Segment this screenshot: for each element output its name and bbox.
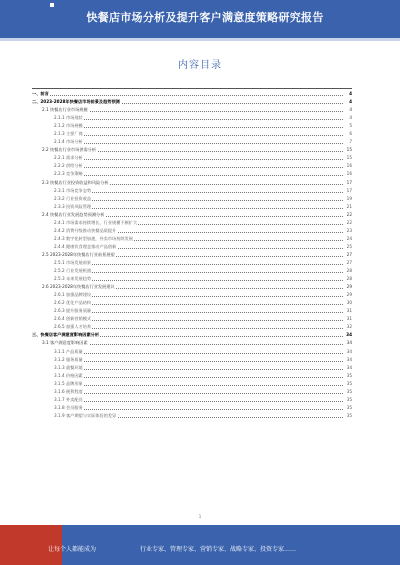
toc-entry[interactable]	[32, 291, 352, 299]
toc-leader-dots	[56, 280, 343, 281]
toc-leader-dots	[56, 119, 343, 120]
toc-entry[interactable]	[32, 187, 352, 195]
toc-entry[interactable]	[32, 243, 352, 251]
toc-entry-page: 34	[346, 356, 352, 362]
toc-entry-page: 24	[346, 235, 352, 241]
toc-entry[interactable]	[32, 98, 352, 106]
toc-entry[interactable]	[32, 388, 352, 396]
header-mark	[50, 3, 54, 7]
toc-entry-page: 15	[346, 147, 352, 153]
toc-entry-page: 34	[346, 364, 352, 370]
footer-tagline: 行业专家、管理专家、营销专家、战略专家、投资专家……	[140, 546, 297, 553]
toc-leader-dots	[56, 200, 343, 201]
toc-entry-label: 3.1.3 就餐环境	[54, 364, 83, 370]
toc-entry[interactable]	[32, 339, 352, 347]
toc-entry-page: 32	[346, 324, 352, 330]
toc-entry[interactable]	[32, 138, 352, 146]
header-underline	[0, 38, 400, 41]
toc-entry-label: 3.1 客户满意度影响因素	[42, 340, 88, 346]
toc-leader-dots	[56, 143, 343, 144]
toc-entry-label: 3.1.4 价格因素	[54, 372, 83, 378]
toc-entry[interactable]	[32, 179, 352, 187]
toc-entry[interactable]	[32, 299, 352, 307]
toc-entry-label: 2.3.2 行业投资收益	[54, 195, 92, 201]
toc-leader-dots	[56, 296, 343, 297]
toc-entry-page: 6	[349, 131, 352, 137]
toc-entry[interactable]	[32, 114, 352, 122]
toc-leader-dots	[56, 377, 343, 378]
toc-entry-page: 34	[346, 340, 352, 346]
toc-entry-label: 3.1.5 品牌形象	[54, 380, 83, 386]
toc-entry[interactable]	[32, 235, 352, 243]
toc-entry-page: 35	[346, 404, 352, 410]
toc-entry-label: 3.1.8 会员服务	[54, 404, 83, 410]
toc-entry[interactable]	[32, 106, 352, 114]
toc-entry[interactable]	[32, 315, 352, 323]
toc-entry-page: 30	[346, 300, 352, 306]
toc-leader-dots	[56, 175, 343, 176]
toc-entry-label: 2.5 2023-2028年快餐店行业前景展望	[42, 251, 115, 257]
toc-entry-label: 一、前言	[32, 91, 49, 96]
toc-entry[interactable]	[32, 146, 352, 154]
toc-entry-label: 2.5.3 未来发展趋势	[54, 276, 92, 282]
toc-entry[interactable]	[32, 372, 352, 380]
toc-leader-dots	[56, 361, 343, 362]
toc-leader-dots	[34, 95, 343, 96]
toc-entry-label: 2.1.4 市场分析	[54, 139, 83, 145]
toc-entry-label: 2.2.3 竞争策略	[54, 171, 83, 177]
toc-entry[interactable]	[32, 356, 352, 364]
toc-entry-label: 2.6.4 创新营销模式	[54, 316, 92, 322]
toc-entry[interactable]	[32, 251, 352, 259]
toc-entry-page: 35	[346, 380, 352, 386]
toc-leader-dots	[56, 135, 343, 136]
toc-entry-label: 2.6.3 提升服务质量	[54, 308, 92, 314]
toc-entry[interactable]	[32, 227, 352, 235]
toc-entry[interactable]	[32, 130, 352, 138]
toc-leader-dots	[56, 320, 343, 321]
toc-entry[interactable]	[32, 307, 352, 315]
toc-entry-label: 3.1.7 外卖配送	[54, 396, 83, 402]
toc-entry-label: 2.4.1 市场需求持续增长，行业规模不断扩大	[54, 219, 138, 225]
toc-entry-page: 29	[346, 284, 352, 290]
toc-entry-page: 19	[346, 195, 352, 201]
toc-entry[interactable]	[32, 396, 352, 404]
toc-entry-label: 2.5.1 市场发展前景	[54, 259, 92, 265]
toc-entry[interactable]	[32, 259, 352, 267]
toc-entry[interactable]	[32, 275, 352, 283]
toc-entry-page: 34	[346, 348, 352, 354]
toc-leader-dots	[56, 393, 343, 394]
toc-leader-dots	[56, 312, 343, 313]
toc-entry-label: 2.4.4 健康饮食理念推动产品创新	[54, 243, 117, 249]
toc-entry[interactable]	[32, 122, 352, 130]
toc-entry[interactable]	[32, 154, 352, 162]
toc-entry-label: 2.1.3 主要厂商	[54, 131, 83, 137]
toc-entry-label: 2.1.2 市场规模	[54, 123, 83, 129]
toc-entry[interactable]	[32, 170, 352, 178]
footer-slogan: 让每个人都能成为	[48, 546, 97, 553]
toc-leader-dots	[56, 208, 343, 209]
toc-entry-page: 16	[346, 171, 352, 177]
toc-entry-label: 二、2023-2028年快餐店市场前景及趋势预测	[32, 99, 120, 105]
table-of-contents	[32, 90, 352, 420]
toc-entry-label: 2.6.1 加强品牌建设	[54, 292, 92, 298]
toc-entry-page: 16	[346, 163, 352, 169]
toc-entry-label: 2.6 2023-2028年快餐店行业发展建议	[42, 284, 115, 290]
toc-entry-page: 17	[346, 179, 352, 185]
toc-entry-label: 2.2.1 需求分析	[54, 155, 83, 161]
toc-entry-page: 29	[346, 292, 352, 298]
toc-entry[interactable]	[32, 404, 352, 412]
toc-entry-label: 2.4.3 数字化转型加速，外卖市场持续发展	[54, 235, 133, 241]
toc-entry[interactable]	[32, 267, 352, 275]
toc-entry-label: 三、快餐店客户满意度影响因素分析	[32, 332, 100, 338]
toc-entry[interactable]	[32, 283, 352, 291]
toc-entry-page: 22	[346, 211, 352, 217]
toc-entry-page: 31	[346, 308, 352, 314]
toc-entry-page: 23	[346, 227, 352, 233]
toc-entry-label: 2.3.1 市场竞争态势	[54, 187, 92, 193]
toc-entry-page: 7	[349, 139, 352, 145]
toc-entry-label: 3.1.9 客户期望与实际体验的差异	[54, 412, 117, 418]
toc-entry-page: 22	[346, 219, 352, 225]
toc-entry-page: 21	[346, 203, 352, 209]
toc-leader-dots	[56, 159, 343, 160]
toc-leader-dots	[56, 401, 343, 402]
toc-entry[interactable]	[32, 380, 352, 388]
toc-entry[interactable]	[32, 203, 352, 211]
toc-entry[interactable]	[32, 211, 352, 219]
toc-entry-page: 35	[346, 388, 352, 394]
toc-entry-page: 27	[346, 259, 352, 265]
page-number: 1	[198, 514, 202, 519]
toc-leader-dots	[56, 167, 343, 168]
toc-leader-dots	[56, 409, 343, 410]
toc-leader-dots	[56, 328, 343, 329]
toc-entry[interactable]	[32, 219, 352, 227]
toc-leader-dots	[56, 385, 343, 386]
toc-entry-label: 2.3 快餐店行业投资收益和风险分析	[42, 179, 109, 185]
toc-entry-label: 2.1 快餐店行业市场规模	[42, 107, 88, 113]
toc-entry-page: 35	[346, 412, 352, 418]
toc-entry[interactable]	[32, 90, 352, 98]
toc-entry[interactable]	[32, 162, 352, 170]
toc-entry-label: 3.1.2 服务质量	[54, 356, 83, 362]
toc-leader-dots	[56, 272, 343, 273]
toc-entry-label: 3.1.6 便利程度	[54, 388, 83, 394]
toc-entry-label: 2.1.1 市场现状	[54, 115, 83, 121]
toc-entry[interactable]	[32, 323, 352, 331]
toc-entry-page: 4	[349, 115, 352, 121]
toc-entry-page: 34	[346, 332, 352, 338]
toc-leader-dots	[56, 369, 343, 370]
toc-leader-dots	[44, 344, 343, 345]
toc-entry-label: 2.6.5 加强人才培养	[54, 324, 92, 330]
toc-entry[interactable]	[32, 364, 352, 372]
toc-entry-page: 28	[346, 268, 352, 274]
toc-entry-page: 25	[346, 243, 352, 249]
toc-leader-dots	[44, 111, 343, 112]
toc-leader-dots	[56, 192, 343, 193]
toc-entry-page: 31	[346, 316, 352, 322]
toc-leader-dots	[56, 264, 343, 265]
toc-title: 内容目录	[178, 60, 222, 71]
toc-entry[interactable]	[32, 348, 352, 356]
report-title: 快餐店市场分析及提升客户满意度策略研究报告	[86, 11, 324, 24]
toc-entry-label: 2.3.3 投资风险管理	[54, 203, 92, 209]
toc-entry-label: 2.5.2 行业发展机遇	[54, 268, 92, 274]
toc-entry-label: 2.6.2 优化产品结构	[54, 300, 92, 306]
toc-entry[interactable]	[32, 331, 352, 339]
toc-leader-dots	[56, 127, 343, 128]
toc-entry-page: 35	[346, 396, 352, 402]
toc-leader-dots	[56, 304, 343, 305]
toc-entry-page: 4	[349, 99, 352, 105]
toc-entry-label: 3.1.1 产品质量	[54, 348, 83, 354]
toc-entry-page: 17	[346, 187, 352, 193]
toc-entry-page: 15	[346, 155, 352, 161]
toc-leader-dots	[56, 353, 343, 354]
toc-entry-label: 2.4.2 消费升级推动快餐品质提升	[54, 227, 117, 233]
toc-top-rule	[32, 88, 352, 89]
toc-entry-page: 27	[346, 251, 352, 257]
toc-entry-page: 4	[349, 107, 352, 113]
toc-entry-page: 35	[346, 372, 352, 378]
toc-entry[interactable]	[32, 412, 352, 420]
toc-entry-page: 28	[346, 276, 352, 282]
toc-entry-label: 2.2 快餐店行业市场供需分析	[42, 147, 97, 153]
toc-entry-page: 4	[349, 91, 352, 96]
toc-entry-page: 5	[349, 123, 352, 129]
toc-entry-label: 2.2.2 供给分析	[54, 163, 83, 169]
toc-entry[interactable]	[32, 195, 352, 203]
toc-entry-label: 2.4 快餐店行业发展趋势预测分析	[42, 211, 105, 217]
